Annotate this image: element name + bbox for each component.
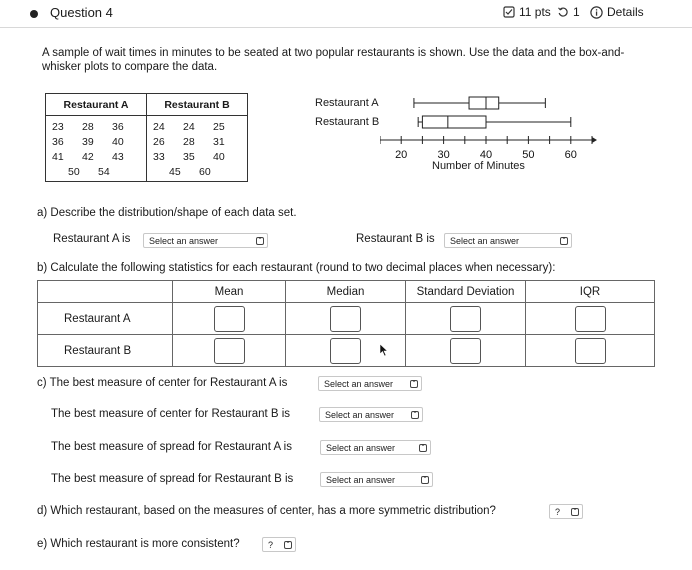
restaurant-b-value: 24 bbox=[153, 121, 165, 133]
col-std-dev: Standard Deviation bbox=[406, 281, 526, 303]
details-text: Details bbox=[607, 5, 644, 19]
select-text: Select an answer bbox=[324, 378, 394, 389]
points-indicator bbox=[503, 5, 551, 19]
restaurant-a-value: 50 bbox=[68, 166, 80, 178]
chevron-icon: ⌃ bbox=[422, 476, 428, 483]
std-dev-b-input[interactable] bbox=[450, 338, 481, 364]
chevron-icon: ⌃ bbox=[257, 237, 263, 244]
question-prompt: A sample of wait times in minutes to be seated at two popular restaurants is shown. Use the data and the box-and-whisker plots to compare the data. bbox=[42, 47, 625, 73]
iqr-b-input[interactable] bbox=[575, 338, 606, 364]
select-text: ? bbox=[268, 539, 274, 550]
row-label-b: Restaurant B bbox=[38, 335, 173, 367]
cell bbox=[406, 303, 526, 335]
select-text: Select an answer bbox=[326, 474, 396, 485]
mean-a-input[interactable] bbox=[214, 306, 245, 332]
part-e-text: e) Which restaurant is more consistent? bbox=[37, 538, 240, 550]
retry-icon bbox=[557, 6, 569, 18]
mouse-cursor-icon bbox=[379, 343, 389, 357]
part-b-text: b) Calculate the following statistics for each restaurant (round to two decimal places when necessary): bbox=[37, 262, 556, 274]
part-d-text: d) Which restaurant, based on the measures of center, has a more symmetric distribution? bbox=[37, 505, 496, 517]
spread-select-b[interactable] bbox=[320, 472, 433, 487]
cell bbox=[173, 335, 286, 367]
iqr-a-input[interactable] bbox=[575, 306, 606, 332]
table-header-a: Restaurant A bbox=[46, 94, 147, 116]
select-text: Select an answer bbox=[149, 235, 219, 246]
chevron-icon: ⌃ bbox=[285, 541, 291, 548]
stats-corner bbox=[38, 281, 173, 303]
restaurant-a-value: 36 bbox=[52, 136, 64, 148]
table-cell-a bbox=[46, 116, 147, 182]
table-cell-b bbox=[147, 116, 248, 182]
points-icon bbox=[503, 6, 515, 18]
restaurant-b-value: 35 bbox=[183, 151, 195, 163]
select-text: Select an answer bbox=[450, 235, 520, 246]
part-a-text: a) Describe the distribution/shape of each data set. bbox=[37, 207, 297, 219]
info-icon bbox=[590, 6, 603, 19]
boxplot-label-a: Restaurant A bbox=[315, 97, 379, 109]
col-mean: Mean bbox=[173, 281, 286, 303]
table-header-b: Restaurant B bbox=[147, 94, 248, 116]
restaurant-a-value: 28 bbox=[82, 121, 94, 133]
axis-tick-label: 40 bbox=[479, 149, 493, 161]
shape-select-b[interactable] bbox=[444, 233, 572, 248]
cell bbox=[286, 303, 406, 335]
chevron-icon: ⌃ bbox=[561, 237, 567, 244]
std-dev-a-input[interactable] bbox=[450, 306, 481, 332]
chevron-icon: ⌃ bbox=[572, 508, 578, 515]
attempts-text: 1 bbox=[573, 5, 580, 19]
restaurant-b-value: 26 bbox=[153, 136, 165, 148]
attempts-indicator bbox=[557, 5, 580, 19]
restaurant-b-value: 60 bbox=[199, 166, 211, 178]
col-iqr: IQR bbox=[526, 281, 655, 303]
consistency-select[interactable] bbox=[262, 537, 296, 552]
axis-tick-label: 50 bbox=[522, 149, 535, 161]
part-c-line-1: c) The best measure of center for Restaurant A is bbox=[37, 377, 288, 389]
median-b-input[interactable] bbox=[330, 338, 361, 364]
symmetric-select[interactable] bbox=[549, 504, 583, 519]
part-a-label-a: Restaurant A is bbox=[53, 233, 131, 245]
restaurant-a-value: 36 bbox=[112, 121, 124, 133]
restaurant-b-value: 28 bbox=[183, 136, 195, 148]
statistics-table bbox=[37, 280, 655, 367]
restaurant-a-value: 23 bbox=[52, 121, 64, 133]
restaurant-b-value: 24 bbox=[183, 121, 195, 133]
center-select-a[interactable] bbox=[318, 376, 422, 391]
restaurant-b-value: 31 bbox=[213, 136, 225, 148]
axis-tick-label: 20 bbox=[395, 149, 408, 161]
select-text: Select an answer bbox=[326, 442, 396, 453]
part-c-line-4: The best measure of spread for Restaurant B is bbox=[51, 473, 294, 485]
axis-tick-label: 60 bbox=[564, 149, 577, 161]
spread-select-a[interactable] bbox=[320, 440, 431, 455]
wait-times-table bbox=[45, 93, 248, 182]
boxplot-axis-label: Number of Minutes bbox=[432, 160, 525, 172]
boxplot-b-box bbox=[422, 116, 486, 128]
restaurant-a-value: 41 bbox=[52, 151, 64, 163]
cell bbox=[526, 335, 655, 367]
points-text: 11 pts bbox=[519, 5, 551, 19]
part-c-line-3: The best measure of spread for Restaurant A is bbox=[51, 441, 292, 453]
header-divider bbox=[0, 27, 692, 28]
details-link[interactable] bbox=[590, 5, 644, 19]
shape-select-a[interactable] bbox=[143, 233, 268, 248]
chevron-icon: ⌃ bbox=[411, 380, 417, 387]
restaurant-b-value: 25 bbox=[213, 121, 225, 133]
cell bbox=[406, 335, 526, 367]
boxplot-label-b: Restaurant B bbox=[315, 116, 380, 128]
axis-tick-label: 30 bbox=[437, 149, 450, 161]
boxplot-a-box bbox=[469, 97, 499, 109]
restaurant-a-value: 54 bbox=[98, 166, 110, 178]
cell bbox=[526, 303, 655, 335]
col-median: Median bbox=[286, 281, 406, 303]
median-a-input[interactable] bbox=[330, 306, 361, 332]
select-text: Select an answer bbox=[325, 409, 395, 420]
question-bullet bbox=[30, 10, 38, 18]
restaurant-a-value: 42 bbox=[82, 151, 94, 163]
question-title: Question 4 bbox=[50, 5, 113, 20]
part-a-label-b: Restaurant B is bbox=[356, 233, 435, 245]
chevron-icon: ⌃ bbox=[412, 411, 418, 418]
mean-b-input[interactable] bbox=[214, 338, 245, 364]
restaurant-b-value: 45 bbox=[169, 166, 181, 178]
restaurant-b-value: 40 bbox=[213, 151, 225, 163]
chevron-icon: ⌃ bbox=[420, 444, 426, 451]
cell bbox=[173, 303, 286, 335]
row-label-a: Restaurant A bbox=[38, 303, 173, 335]
axis-arrow bbox=[592, 137, 597, 143]
select-text: ? bbox=[555, 506, 561, 517]
restaurant-a-value: 43 bbox=[112, 151, 124, 163]
center-select-b[interactable] bbox=[319, 407, 423, 422]
part-c-line-2: The best measure of center for Restaurant B is bbox=[51, 408, 291, 420]
restaurant-a-value: 40 bbox=[112, 136, 124, 148]
restaurant-b-value: 33 bbox=[153, 151, 165, 163]
restaurant-a-value: 39 bbox=[82, 136, 94, 148]
